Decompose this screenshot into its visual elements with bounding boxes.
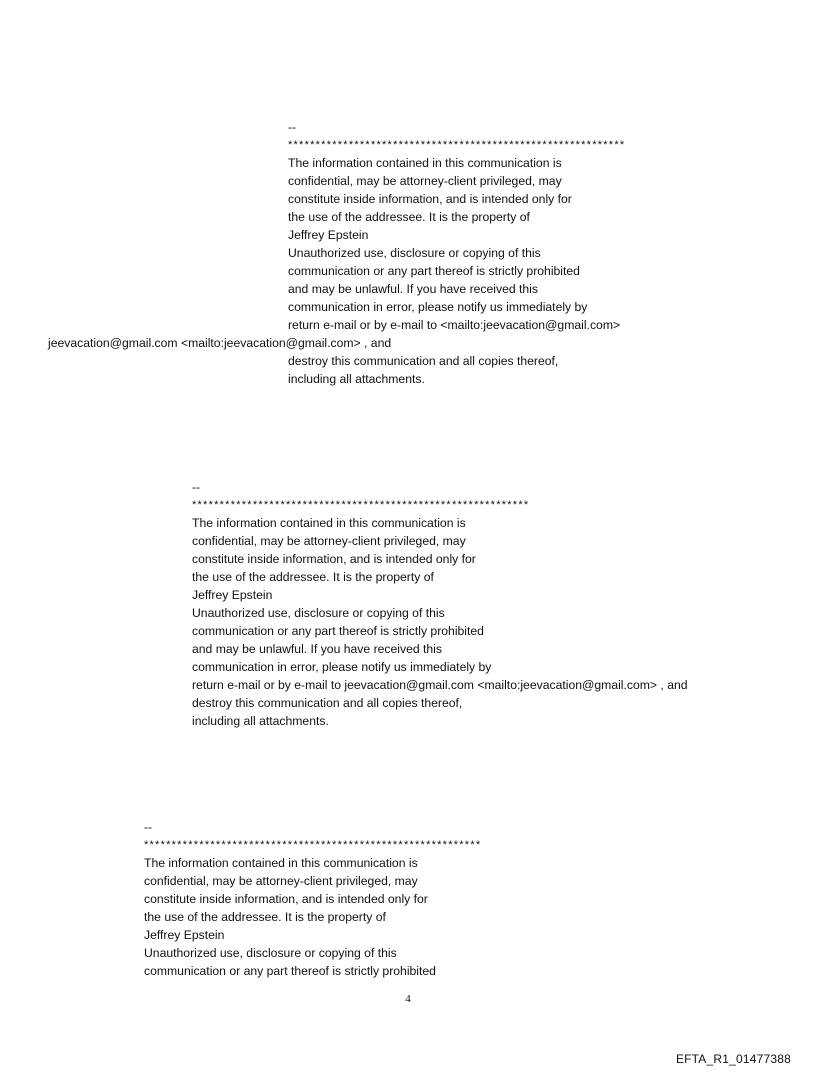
disclaimer-line: including all attachments. bbox=[192, 714, 329, 728]
disclaimer-line: Unauthorized use, disclosure or copying of this bbox=[288, 246, 541, 260]
disclaimer-line-email: jeevacation@gmail.com <mailto:jeevacation@gmail.com> , and bbox=[48, 336, 392, 350]
disclaimer-line: and may be unlawful. If you have received this bbox=[288, 282, 538, 296]
disclaimer-line: Unauthorized use, disclosure or copying of this bbox=[144, 946, 397, 960]
disclaimer-line: communication or any part thereof is strictly prohibited bbox=[288, 264, 580, 278]
disclaimer-line: the use of the addressee. It is the property of bbox=[288, 210, 530, 224]
page-number: 4 bbox=[405, 993, 411, 1005]
separator-dashes: -- bbox=[192, 480, 201, 494]
disclaimer-line: including all attachments. bbox=[288, 372, 425, 386]
disclaimer-block-2 bbox=[192, 478, 688, 730]
disclaimer-line: and may be unlawful. If you have received this bbox=[192, 642, 442, 656]
disclaimer-line-email: return e-mail or by e-mail to jeevacation@gmail.com <mailto:jeevacation@gmail.com> , and bbox=[192, 678, 688, 692]
separator-stars: ************************************************************* bbox=[288, 139, 626, 151]
disclaimer-line: the use of the addressee. It is the property of bbox=[192, 570, 434, 584]
separator-stars: ************************************************************* bbox=[192, 499, 530, 511]
disclaimer-line: constitute inside information, and is intended only for bbox=[288, 192, 572, 206]
disclaimer-line: Jeffrey Epstein bbox=[288, 228, 369, 242]
disclaimer-line: destroy this communication and all copies thereof, bbox=[192, 696, 463, 710]
disclaimer-line: constitute inside information, and is intended only for bbox=[192, 552, 476, 566]
disclaimer-line: destroy this communication and all copies thereof, bbox=[288, 354, 559, 368]
document-id: EFTA_R1_01477388 bbox=[675, 1052, 791, 1066]
disclaimer-line: return e-mail or by e-mail to <mailto:jeevacation@gmail.com> bbox=[288, 318, 621, 332]
disclaimer-block-3 bbox=[144, 818, 481, 980]
disclaimer-line: Jeffrey Epstein bbox=[144, 928, 225, 942]
disclaimer-line: Unauthorized use, disclosure or copying of this bbox=[192, 606, 445, 620]
disclaimer-line: Jeffrey Epstein bbox=[192, 588, 273, 602]
disclaimer-line: communication or any part thereof is strictly prohibited bbox=[192, 624, 484, 638]
separator-dashes: -- bbox=[288, 120, 297, 134]
disclaimer-line: confidential, may be attorney-client privileged, may bbox=[144, 874, 418, 888]
disclaimer-line: confidential, may be attorney-client privileged, may bbox=[288, 174, 562, 188]
separator-dashes: -- bbox=[144, 820, 153, 834]
disclaimer-line: The information contained in this communication is bbox=[288, 156, 562, 170]
disclaimer-block-1 bbox=[48, 118, 626, 388]
disclaimer-line: the use of the addressee. It is the property of bbox=[144, 910, 386, 924]
disclaimer-line: communication or any part thereof is strictly prohibited bbox=[144, 964, 436, 978]
disclaimer-line: The information contained in this communication is bbox=[144, 856, 418, 870]
disclaimer-line: constitute inside information, and is intended only for bbox=[144, 892, 428, 906]
separator-stars: ************************************************************* bbox=[144, 839, 482, 851]
disclaimer-line: confidential, may be attorney-client privileged, may bbox=[192, 534, 466, 548]
disclaimer-line: communication in error, please notify us immediately by bbox=[288, 300, 588, 314]
disclaimer-line: communication in error, please notify us immediately by bbox=[192, 660, 492, 674]
disclaimer-line: The information contained in this communication is bbox=[192, 516, 466, 530]
